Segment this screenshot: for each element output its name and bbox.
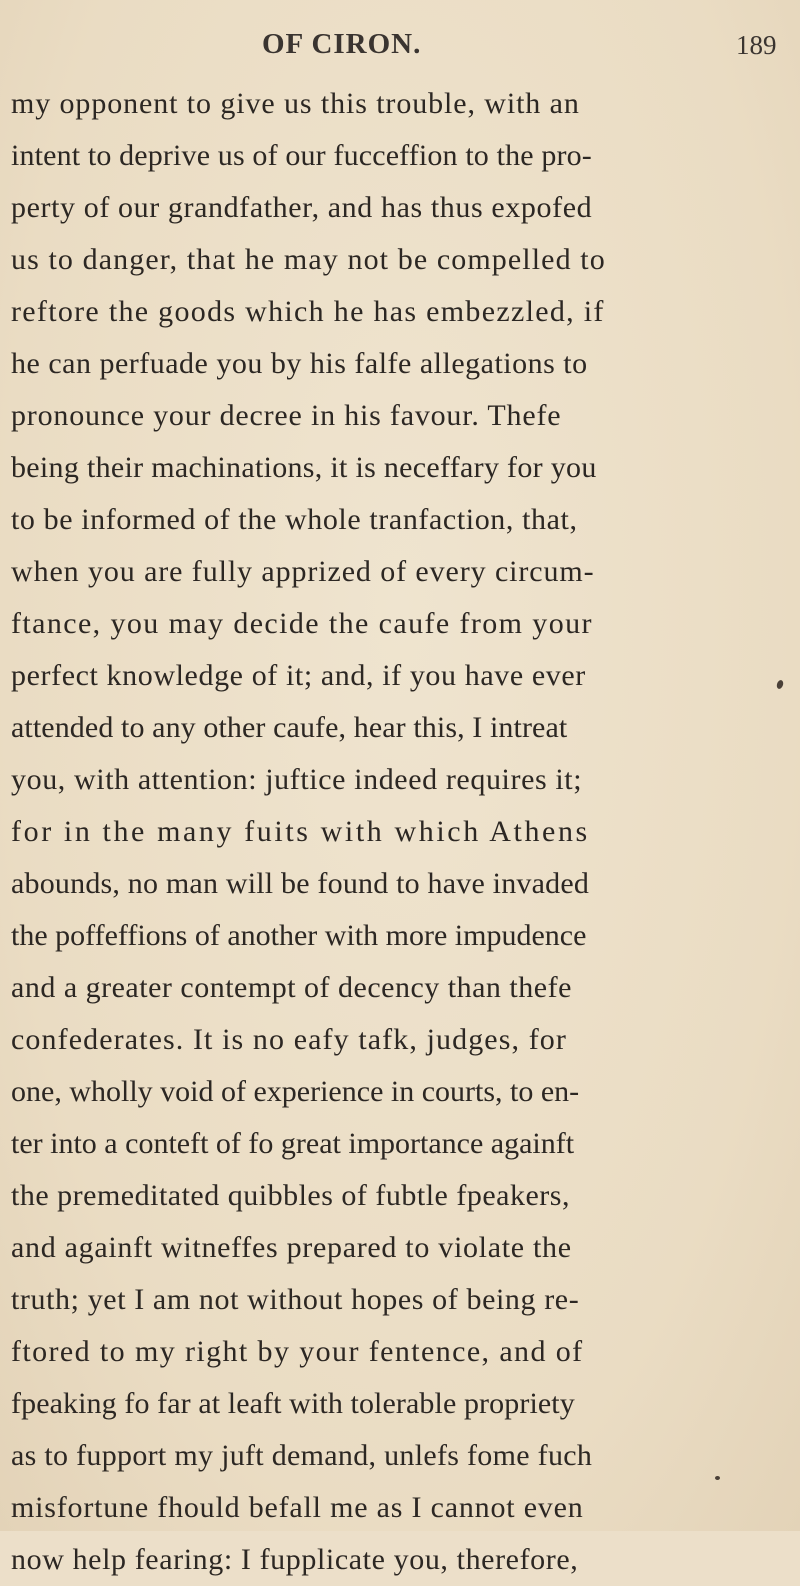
page-number: 189	[736, 30, 777, 60]
text-line: pronounce your decree in his favour. Thefe	[11, 399, 562, 432]
text-line: now help fearing: I fupplicate you, therefore,	[11, 1543, 579, 1576]
text-line: the poffeffions of another with more impudence	[11, 919, 587, 952]
text-line: reftore the goods which he has embezzled, if	[11, 295, 605, 328]
text-line: and againft witneffes prepared to violate the	[11, 1231, 572, 1264]
text-line: he can perfuade you by his falfe allegations to	[11, 347, 588, 380]
running-head: OF CIRON.	[262, 28, 422, 60]
text-line: confederates. It is no eafy tafk, judges, for	[11, 1023, 567, 1056]
text-line: being their machinations, it is neceffary for you	[11, 451, 597, 484]
text-line: us to danger, that he may not be compelled to	[11, 243, 606, 276]
text-line: perty of our grandfather, and has thus expofed	[11, 191, 593, 224]
text-line: truth; yet I am not without hopes of being re-	[11, 1283, 580, 1316]
text-line: ftored to my right by your fentence, and of	[11, 1335, 584, 1368]
text-line: misfortune fhould befall me as I cannot even	[11, 1491, 584, 1524]
text-line: ftance, you may decide the caufe from your	[11, 607, 593, 640]
text-line: perfect knowledge of it; and, if you have ever	[11, 659, 586, 692]
page-header	[0, 28, 800, 68]
text-line: the premeditated quibbles of fubtle fpeakers,	[11, 1179, 570, 1212]
ink-speck	[715, 1476, 720, 1480]
text-line: to be informed of the whole tranfaction, that,	[11, 503, 578, 536]
text-line: intent to deprive us of our fucceffion to the pro-	[11, 139, 592, 172]
text-line: for in the many fuits with which Athens	[11, 815, 590, 848]
text-line: abounds, no man will be found to have invaded	[11, 867, 590, 900]
text-line: you, with attention: juftice indeed requires it;	[11, 763, 583, 796]
text-line: one, wholly void of experience in courts, to en-	[11, 1075, 580, 1108]
text-line: as to fupport my juft demand, unlefs fome fuch	[11, 1439, 593, 1472]
text-line: fpeaking fo far at leaft with tolerable propriety	[11, 1387, 575, 1420]
text-line: when you are fully apprized of every circum-	[11, 555, 595, 588]
text-line: my opponent to give us this trouble, with an	[11, 87, 580, 120]
text-line: ter into a conteft of fo great importance againft	[11, 1127, 575, 1160]
text-line: attended to any other caufe, hear this, I intreat	[11, 711, 568, 744]
text-line: and a greater contempt of decency than thefe	[11, 971, 572, 1004]
